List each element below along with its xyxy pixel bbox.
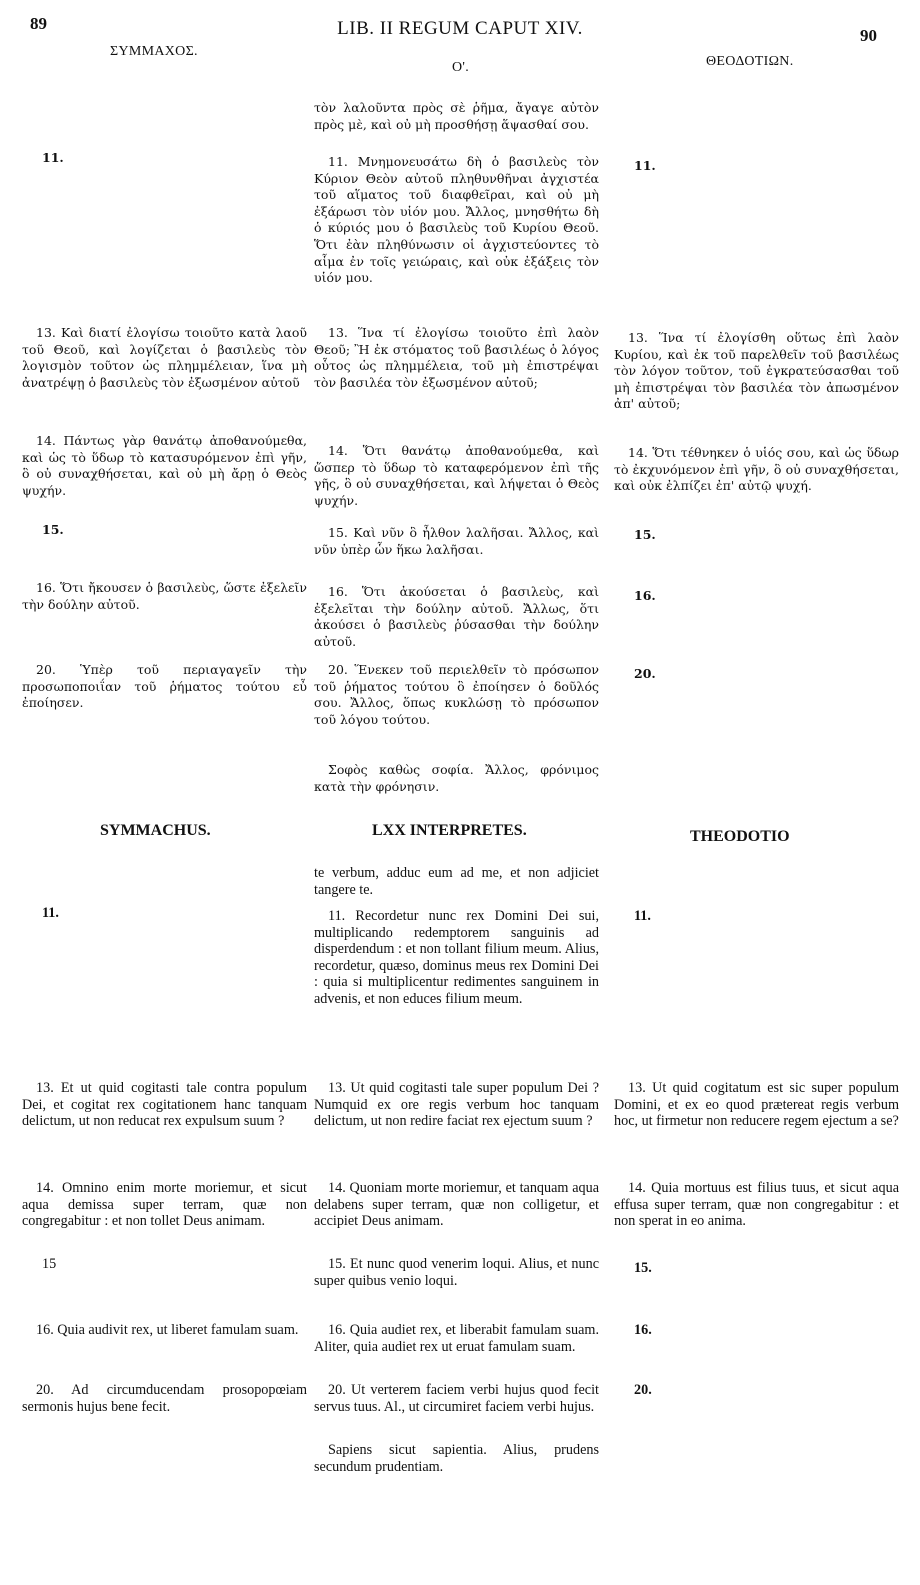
heading-septuagint-greek: Ο'. (452, 60, 470, 75)
greek-lxx-v16: 16. Ὅτι ἀκούσεται ὁ βασιλεὺς, καὶ ἐξελεῖται τὴν δούλην αὐτοῦ. Ἄλλως, ὅτι ἀκούσει ὁ βασιλεὺς ῥύσασθαι τὴν δούλην αὐτοῦ. (314, 584, 599, 649)
greek-sym-v16: 16. Ὅτι ἤκουσεν ὁ βασιλεὺς, ὥστε ἐξελεῖν τὴν δούλην αὐτοῦ. (22, 580, 307, 612)
running-title: LIB. II REGUM CAPUT XIV. (337, 18, 583, 39)
greek-lxx-v11: 11. Μνημονευσάτω δὴ ὁ βασιλεὺς τὸν Κύριον Θεὸν αὐτοῦ πληθυνθῆναι ἀγχιστέα τοῦ αἵματος τοῦ διαφθεῖραι, καὶ οὐ μὴ ἐξάρωσι τὸν υἱόν μου. Ἄλλος, μνησθήτω δὴ ὁ κύριός μου ὁ βασιλεὺς τοῦ Κυρίου Θεοῦ. Ὅτι ἐὰν πληθύνωσιν οἱ ἀγχιστεύοντες τὸ αἷμα ἐν τοῖς γειώραις, καὶ οὐκ ἐξάξεις τὸν υἱόν μου. (314, 154, 599, 286)
heading-theodotion-latin: THEODOTIO (690, 828, 790, 845)
heading-septuagint-latin: LXX INTERPRETES. (372, 822, 527, 839)
greek-lxx-v15: 15. Καὶ νῦν ὃ ἦλθον λαλῆσαι. Ἄλλος, καὶ νῦν ὑπὲρ ὧν ἥκω λαλῆσαι. (314, 525, 599, 557)
greek-lxx-cont: τὸν λαλοῦντα πρὸς σὲ ῥῆμα, ἄγαγε αὐτὸν πρὸς μὲ, καὶ οὐ μὴ προσθήσῃ ἅψασθαί σου. (314, 100, 599, 132)
latin-theo-v14: 14. Quia mortuus est filius tuus, et sicut aqua effusa super terram, quæ non congregabitur : et non sperat in eo anima. (614, 1180, 899, 1230)
latin-sym-v13: 13. Et ut quid cogitasti tale contra populum Dei, et cogitat rex cogitationem hanc tanquam delictum, ut non reducat rex expulsum suum ? (22, 1080, 307, 1130)
greek-theo-v13: 13. Ἵνα τί ἐλογίσθη οὕτως ἐπὶ λαὸν Κυρίου, καὶ ἐκ τοῦ παρελθεῖν τοῦ βασιλέως τὸν λόγον τοῦτον, τοῦ ἐγκρατεύσασθαι τοῦ μὴ ἐπιστρέψαι τὸν βασιλέα τὸν ἀπωσμένον ἀπ' αὐτοῦ; (614, 330, 899, 412)
greek-theo-v20: 20. (634, 666, 656, 681)
greek-sym-v15: 15. (42, 522, 64, 537)
greek-sym-v14: 14. Πάντως γὰρ θανάτῳ ἀποθανούμεθα, καὶ ὡς τὸ ὕδωρ τὸ κατασυρόμενον ἐπὶ γῆν, ὃ οὐ συναχθήσεται, καὶ οὐ μὴ ἄρῃ ὁ Θεὸς ψυχήν. (22, 433, 307, 498)
latin-theo-v11: 11. (634, 908, 651, 924)
latin-theo-v16: 16. (634, 1322, 652, 1338)
latin-sym-v14: 14. Omnino enim morte moriemur, et sicut aqua demissa super terram, quæ non congregabitur : et non tollet Deus animam. (22, 1180, 307, 1230)
latin-lxx-v20: 20. Ut verterem faciem verbi hujus quod fecit servus tuus. Al., ut circumiret faciem verbi hujus. (314, 1382, 599, 1415)
greek-sym-v11: 11. (42, 150, 64, 165)
page-number-left: 89 (30, 14, 47, 33)
latin-lxx-v15: 15. Et nunc quod venerim loqui. Alius, et nunc super quibus venio loqui. (314, 1256, 599, 1289)
latin-lxx-v13: 13. Ut quid cogitasti tale super populum Dei ? Numquid ex ore regis verbum hoc tanquam delictum, ut non redire faciat rex ejectum suum ? (314, 1080, 599, 1130)
greek-theo-v11: 11. (634, 158, 656, 173)
greek-theo-v15: 15. (634, 527, 656, 542)
greek-theo-v14: 14. Ὅτι τέθνηκεν ὁ υἱός σου, καὶ ὡς ὕδωρ τὸ ἐκχυνόμενον ἐπὶ γῆν, ὃ οὐ συναχθήσεται, καὶ οὐκ ἐλπίζει ἐπ' αὐτῷ ψυχή. (614, 445, 899, 494)
greek-lxx-v13: 13. Ἵνα τί ἐλογίσω τοιοῦτο ἐπὶ λαὸν Θεοῦ; Ἢ ἐκ στόματος τοῦ βασιλέως ὁ λόγος οὗτος ὡς πλημμέλεια, τοῦ μὴ ἐπιστρέψαι τὸν βασιλέα τὸν ἐξωσμένον αὐτοῦ; (314, 325, 599, 390)
latin-theo-v20: 20. (634, 1382, 652, 1398)
latin-theo-v13: 13. Ut quid cogitatum est sic super populum Domini, et ex eo quod prætereat regis verbum hoc, ut firmetur non reducere regem ejectum a se? (614, 1080, 899, 1130)
latin-lxx-cont: te verbum, adduc eum ad me, et non adjiciet tangere te. (314, 865, 599, 898)
greek-lxx-sophos: Σοφὸς καθὼς σοφία. Ἄλλος, φρόνιμος κατὰ τὴν φρόνησιν. (314, 762, 599, 794)
latin-sym-v20: 20. Ad circumducendam prosopopœiam sermonis hujus bene fecit. (22, 1382, 307, 1415)
latin-sym-v11: 11. (42, 905, 59, 921)
greek-sym-v20: 20. Ὑπὲρ τοῦ περιαγαγεῖν τὴν προσωποποιΐαν τοῦ ῥήματος τούτου εὖ ἐποίησεν. (22, 662, 307, 711)
greek-lxx-v14: 14. Ὅτι θανάτῳ ἀποθανούμεθα, καὶ ὥσπερ τὸ ὕδωρ τὸ καταφερόμενον ἐπὶ τῆς γῆς, ὃ οὐ συναχθήσεται, καὶ λήψεται ὁ Θεὸς ψυχήν. (314, 443, 599, 508)
latin-lxx-v14: 14. Quoniam morte moriemur, et tanquam aqua delabens super terram, quæ non colligetur, et accipiet Deus animam. (314, 1180, 599, 1230)
heading-symmachus-latin: SYMMACHUS. (100, 822, 211, 839)
latin-sym-v15: 15 (42, 1256, 57, 1272)
heading-theodotion-greek: ΘΕΟΔΟΤΙΩΝ. (706, 54, 794, 69)
page-number-right: 90 (860, 26, 877, 45)
latin-theo-v15: 15. (634, 1260, 652, 1276)
latin-lxx-sapiens: Sapiens sicut sapientia. Alius, prudens secundum prudentiam. (314, 1442, 599, 1475)
latin-lxx-v11: 11. Recordetur nunc rex Domini Dei sui, multiplicando redemptorem sanguinis ad disperdendum : et non tollant filium meum. Alius, recordetur, quæso, dominus meus rex Domini Dei : quia si multiplicentur redimentes sanguinem in advenis, et non educes filium meum. (314, 908, 599, 1007)
greek-theo-v16: 16. (634, 588, 656, 603)
latin-lxx-v16: 16. Quia audiet rex, et liberabit famulam suam. Aliter, quia audiet rex ut eruat famulam suam. (314, 1322, 599, 1355)
latin-sym-v16: 16. Quia audivit rex, ut liberet famulam suam. (36, 1322, 299, 1338)
greek-sym-v13: 13. Καὶ διατί ἐλογίσω τοιοῦτο κατὰ λαοῦ τοῦ Θεοῦ, καὶ λογίζεται ὁ βασιλεὺς τὸν λογισμὸν τοῦτον ὡς πλημμέλειαν, ἵνα μὴ ἀνατρέψῃ ὁ βασιλεὺς τὸν ἐξωσμένον αὐτοῦ (22, 325, 307, 390)
heading-symmachus-greek: ΣΥΜΜΑΧΟΣ. (110, 44, 198, 59)
greek-lxx-v20: 20. Ἕνεκεν τοῦ περιελθεῖν τὸ πρόσωπον τοῦ ῥήματος τούτου ὃ ἐποίησεν ὁ δοῦλός σου. Ἄλλος, ὅπως κυκλώσῃ τὸ πρόσωπον τοῦ λόγου τούτου. (314, 662, 599, 727)
